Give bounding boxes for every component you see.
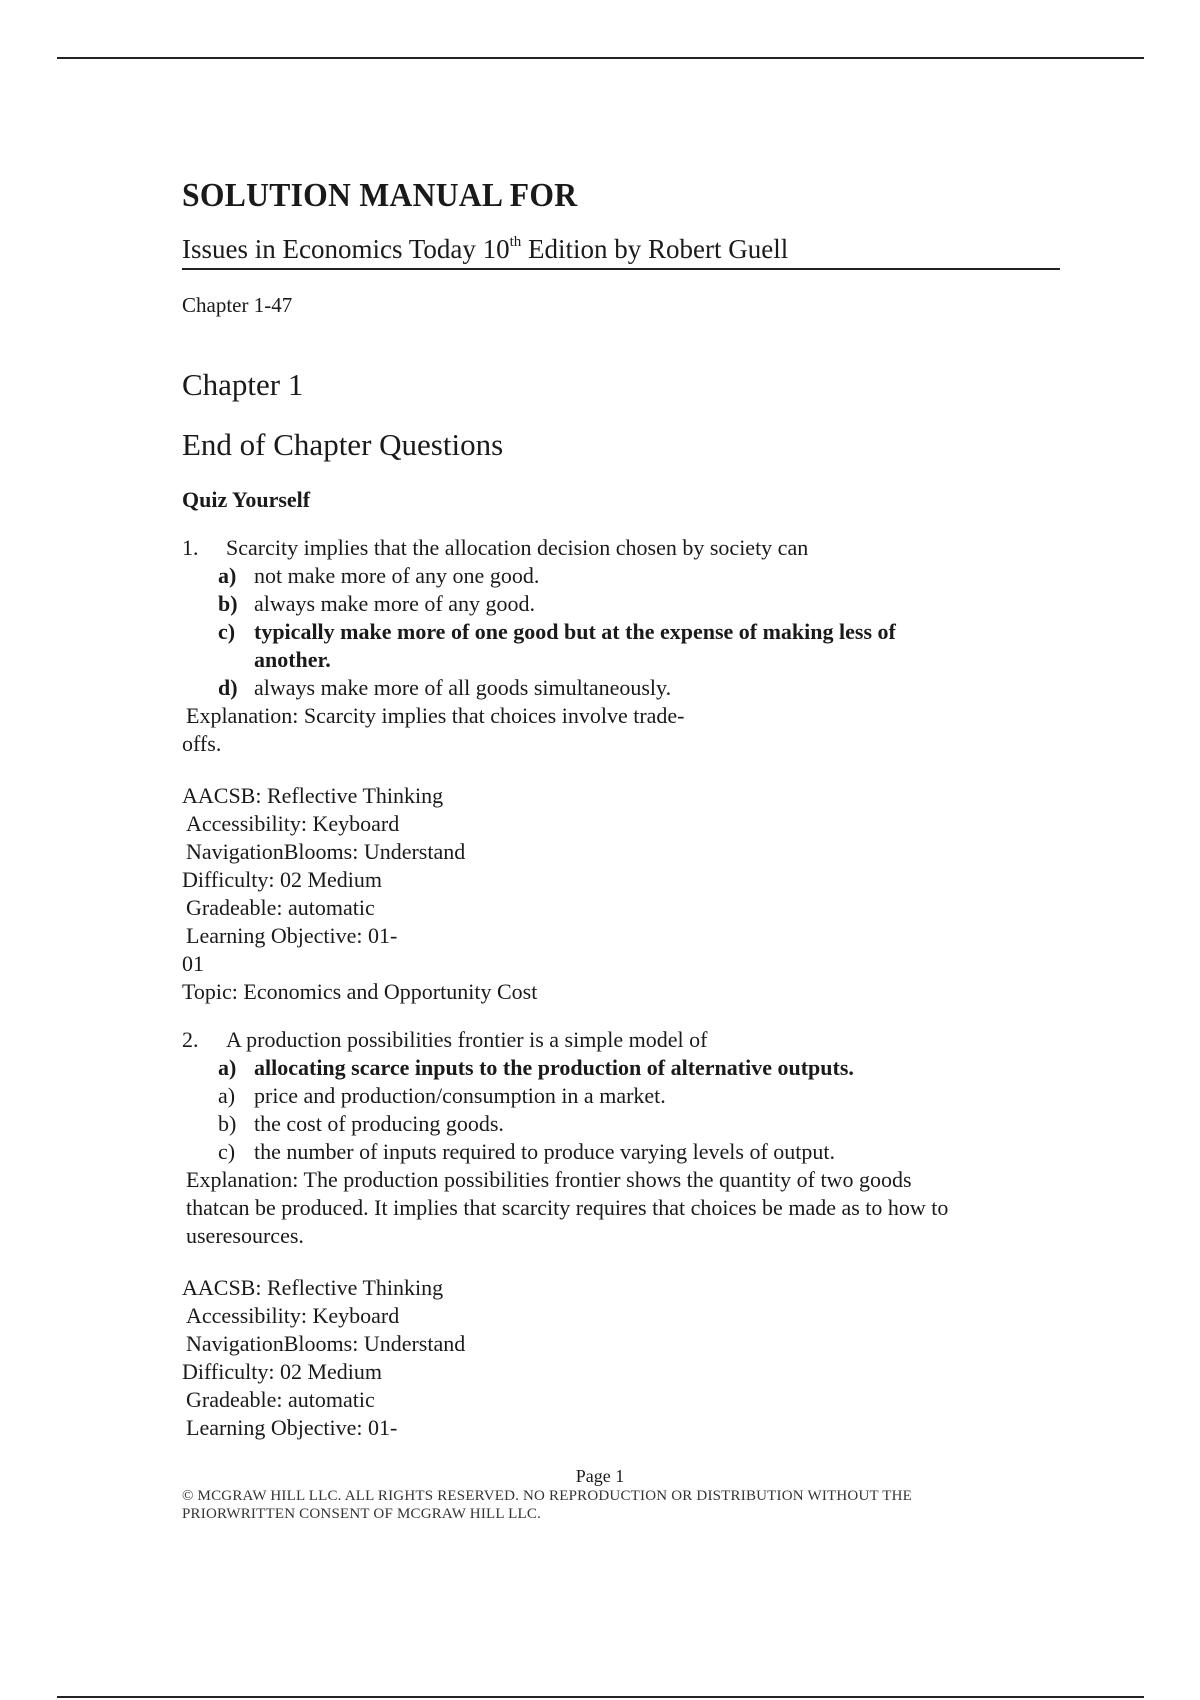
bottom-rule (57, 1696, 1144, 1698)
answer-option (218, 1138, 1062, 1166)
option-text: allocating scarce inputs to the production of alternative outputs. (254, 1055, 854, 1080)
explanation: Explanation: Scarcity implies that choices involve trade- (186, 703, 685, 728)
answer-option-correct (218, 618, 1062, 674)
option-text: the cost of producing goods. (254, 1111, 504, 1136)
question-metadata (182, 1274, 1062, 1442)
meta-objective-continued: 01 (182, 951, 204, 976)
question-2 (182, 1026, 1062, 1442)
option-letter: d) (218, 675, 238, 700)
option-text: always make more of all goods simultaneously. (254, 675, 672, 700)
question-metadata (182, 782, 1062, 1006)
meta-aacsb: AACSB: Reflective Thinking (182, 783, 444, 808)
book-title-rest: Edition by Robert Guell (521, 234, 789, 264)
option-letter: b) (218, 1111, 237, 1136)
meta-difficulty: Difficulty: 02 Medium (182, 1359, 383, 1384)
option-letter: a) (218, 1055, 237, 1080)
answer-options (218, 562, 1062, 702)
option-text: not make more of any one good. (254, 563, 540, 588)
question-stem (182, 534, 1062, 562)
question-stem (182, 1026, 1062, 1054)
book-title (182, 232, 1060, 270)
meta-accessibility: Accessibility: Keyboard (186, 811, 400, 836)
question-text: Scarcity implies that the allocation decision chosen by society can (226, 535, 809, 560)
document-title: SOLUTION MANUAL FOR (182, 177, 578, 214)
option-text: typically make more of one good but at the expense of making less of another. (254, 619, 896, 672)
option-text: price and production/consumption in a market. (254, 1083, 666, 1108)
copyright-notice (182, 1487, 1082, 1523)
book-title-text: Issues in Economics Today 10 (182, 234, 510, 264)
meta-accessibility: Accessibility: Keyboard (186, 1303, 400, 1328)
answer-option (218, 1082, 1062, 1110)
option-letter: a) (218, 563, 237, 588)
option-letter: c) (218, 619, 236, 644)
option-letter: b) (218, 591, 238, 616)
meta-difficulty: Difficulty: 02 Medium (182, 867, 383, 892)
explanation-continued: thatcan be produced. It implies that scarcity requires that choices be made as to how to (186, 1195, 949, 1220)
section-heading: End of Chapter Questions (182, 427, 504, 462)
answer-option-correct (218, 1054, 1062, 1082)
meta-gradeable: Gradeable: automatic (186, 1387, 375, 1412)
meta-gradeable: Gradeable: automatic (186, 895, 375, 920)
answer-option (218, 590, 1062, 618)
meta-topic: Topic: Economics and Opportunity Cost (182, 979, 538, 1004)
copyright-line: © MCGRAW HILL LLC. ALL RIGHTS RESERVED. NO REPRODUCTION OR DISTRIBUTION WITHOUT THE (182, 1488, 913, 1504)
chapter-heading: Chapter 1 (182, 367, 304, 402)
question-number: 1. (182, 535, 199, 560)
edition-superscript: th (509, 234, 522, 250)
chapter-range: Chapter 1-47 (182, 293, 293, 317)
explanation: Explanation: The production possibilities frontier shows the quantity of two goods (186, 1167, 912, 1192)
question-1 (182, 534, 1062, 1006)
copyright-line: PRIORWRITTEN CONSENT OF MCGRAW HILL LLC. (182, 1506, 542, 1522)
explanation-continued: offs. (182, 731, 222, 756)
option-text: always make more of any good. (254, 591, 536, 616)
page-content (182, 172, 1062, 1442)
meta-objective: Learning Objective: 01- (186, 923, 398, 948)
quiz-heading: Quiz Yourself (182, 487, 311, 512)
answer-option (218, 674, 1062, 702)
answer-options (218, 1054, 1062, 1166)
meta-aacsb: AACSB: Reflective Thinking (182, 1275, 444, 1300)
option-text: the number of inputs required to produce varying levels of output. (254, 1139, 836, 1164)
page-number: Page 1 (575, 1466, 625, 1486)
explanation-continued: useresources. (186, 1223, 304, 1248)
meta-objective: Learning Objective: 01- (186, 1415, 398, 1440)
option-letter: c) (218, 1139, 236, 1164)
meta-blooms: NavigationBlooms: Understand (186, 1331, 466, 1356)
option-letter: a) (218, 1083, 236, 1108)
answer-option (218, 562, 1062, 590)
meta-blooms: NavigationBlooms: Understand (186, 839, 466, 864)
top-rule (57, 57, 1144, 59)
answer-option (218, 1110, 1062, 1138)
question-text: A production possibilities frontier is a simple model of (226, 1027, 708, 1052)
question-number: 2. (182, 1027, 199, 1052)
